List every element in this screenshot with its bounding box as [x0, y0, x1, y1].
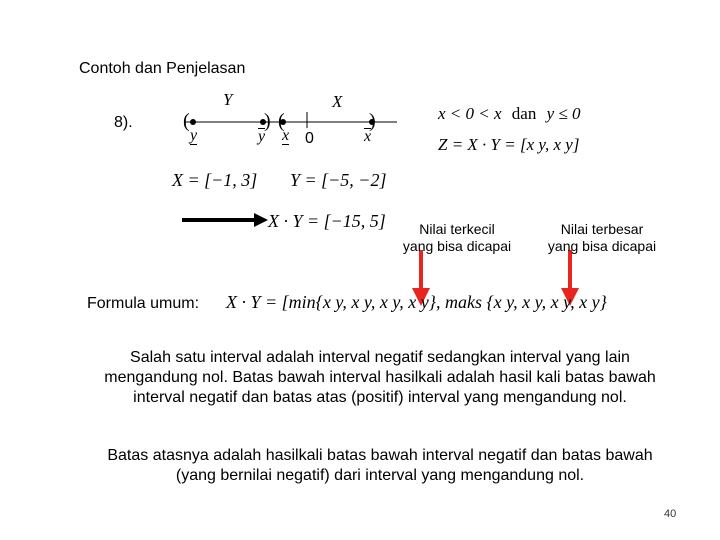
condition-line-2: Z = X · Y = [x y, x y] — [438, 135, 580, 154]
condition-line-1 — [438, 104, 580, 124]
note-min-line1: Nilai terkecil — [419, 221, 495, 237]
formula-expression: X · Y = [min{x y, x y, x y, x y}, maks {x y, x y, x y, x y} — [226, 292, 607, 312]
result-arrow — [180, 210, 270, 230]
slide-heading: Contoh dan Penjelasan — [79, 60, 246, 77]
x-close-paren: ) — [369, 110, 376, 132]
note-max-line1: Nilai terbesar — [560, 221, 644, 237]
page-number: 40 — [664, 508, 677, 520]
y-interval: Y = [−5, −2] — [290, 170, 387, 190]
x-lower-bound-label: x — [282, 127, 290, 144]
y-lower-bound-label: y — [190, 127, 198, 144]
condition-y-range: y ≤ 0 — [546, 104, 581, 123]
x-open-paren: ( — [278, 110, 285, 132]
label-y-interval: Y — [223, 90, 233, 109]
product-interval: X · Y = [−15, 5] — [268, 211, 386, 231]
condition-x-range: x < 0 < x — [438, 104, 502, 123]
note-max-line2: yang bisa dicapai — [547, 238, 657, 254]
zero-label: 0 — [305, 130, 314, 147]
y-upper-bound-label: y — [258, 128, 266, 145]
condition-dan: dan — [511, 104, 537, 123]
y-lower-point — [190, 119, 196, 125]
explanation-paragraph-2: Batas atasnya adalah hasilkali batas bawah interval negatif dan batas bawah (yang bernilai negatif) dari interval yang mengandung nol. — [107, 447, 653, 484]
label-x-interval: X — [332, 92, 343, 111]
formula-label: Formula umum: — [87, 295, 200, 312]
y-open-paren: ( — [183, 110, 190, 132]
explanation-paragraph-1: Salah satu interval adalah interval negatif sedangkan interval yang lain mengandung nol. Batas bawah interval hasilkali adalah hasil kali batas bawah interval negatif dan batas atas (positif) interval yang mengandung nol. — [104, 349, 656, 406]
x-interval: X = [−1, 3] — [172, 170, 258, 190]
x-upper-bound-label: x — [364, 128, 372, 145]
note-min-line2: yang bisa dicapai — [402, 238, 512, 254]
problem-number: 8). — [114, 114, 133, 131]
note-max — [528, 221, 676, 255]
y-close-paren: ) — [264, 110, 271, 132]
note-min — [383, 221, 531, 255]
